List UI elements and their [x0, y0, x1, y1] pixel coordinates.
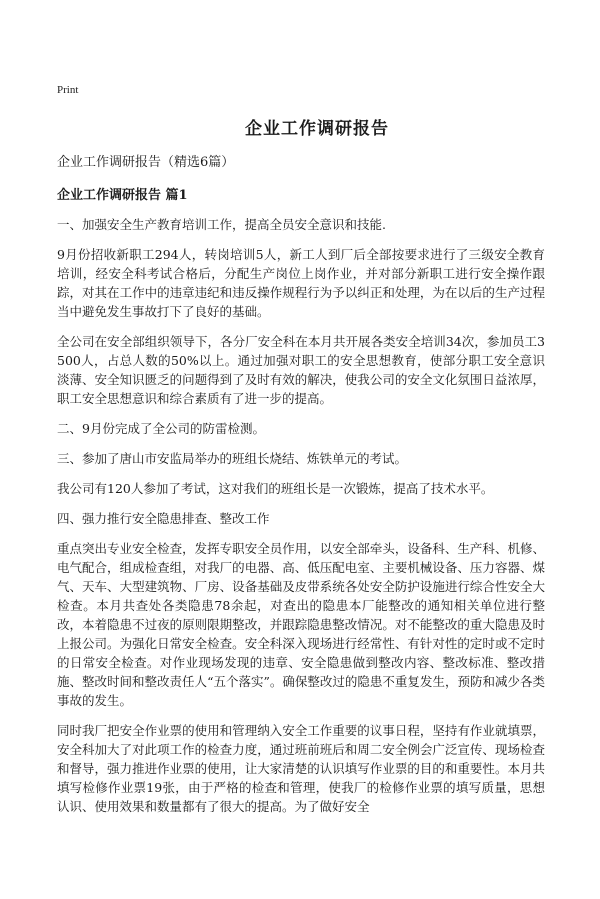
print-link[interactable]: Print — [57, 84, 79, 96]
document-subtitle: 企业工作调研报告（精选6篇） — [57, 155, 235, 170]
paragraph: 我公司有120人参加了考试，这对我们的班组长是一次锻炼，提高了技术水平。 — [57, 481, 494, 496]
paragraph: 三、参加了唐山市安监局举办的班组长烧结、炼铁单元的考试。 — [57, 451, 408, 466]
paragraph: 重点突出专业安全检查，发挥专职安全员作用，以安全部牵头，设备科、生产科、机修、电气配合，组成检查组，对我厂的电器、高、低压配电室、主要机械设备、压力容器、煤气、天车、大型建筑物、厂房、设备基础及皮带系统各处安全防护设施进行综合性安全大检查。本月共查处各类隐患78余起，对查出的隐患本厂能整改的通知相关单位进行整改，本着隐患不过夜的原则限期整改，并跟踪隐患整改情况。对不能整改的重大隐患及时上报公司。为强化日常安全检查。安全科深入现场进行经常性、有针对性的定时或不定时的日常安全检查。对作业现场发现的违章、安全隐患做到整改内容、整改标准、整改措施、整改时间和整改责任人“五个落实”。确保整改过的隐患不重复发生，预防和减少各类事故的发生。 — [57, 541, 545, 708]
paragraph: 四、强力推行安全隐患排查、整改工作 — [57, 511, 270, 526]
paragraph: 全公司在安全部组织领导下，各分厂安全科在本月共开展各类安全培训34次，参加员工3500人，占总人数的50%以上。通过加强对职工的安全思想教育，使部分职工安全意识淡薄、安全知识匮乏的问题得到了及时有效的解决，使我公司的安全文化氛围日益浓厚，职工安全思想意识和综合素质有了进一步的提高。 — [57, 334, 545, 406]
paragraph: 同时我厂把安全作业票的使用和管理纳入安全工作重要的议事日程，坚持有作业就填票，安全科加大了对此项工作的检查力度，通过班前班后和周二安全例会广泛宣传、现场检查和督导，强力推进作业票的使用，让大家清楚的认识填写作业票的目的和重要性。本月共填写检修作业票19张，由于严格的检查和管理，使我厂的检修作业票的填写质量，思想认识、使用效果和数量都有了很大的提高。为了做好安全 — [57, 723, 545, 814]
paragraph: 一、加强安全生产教育培训工作，提高全员安全意识和技能. — [57, 217, 386, 232]
paragraph: 二、9月份完成了全公司的防雷检测。 — [57, 421, 265, 436]
document-body — [57, 114, 545, 827]
paragraph: 9月份招收新职工294人，转岗培训5人，新工人到厂后全部按要求进行了三级安全教育培训，经安全科考试合格后，分配生产岗位上岗作业，并对部分新职工进行安全操作跟踪，对其在工作中的违章违纪和违反操作规程行为予以纠正和处理，为在以后的生产过程当中避免发生事故打下了良好的基础。 — [57, 247, 545, 319]
section-heading: 企业工作调研报告 篇1 — [57, 188, 188, 203]
page-title: 企业工作调研报告 — [245, 119, 389, 139]
